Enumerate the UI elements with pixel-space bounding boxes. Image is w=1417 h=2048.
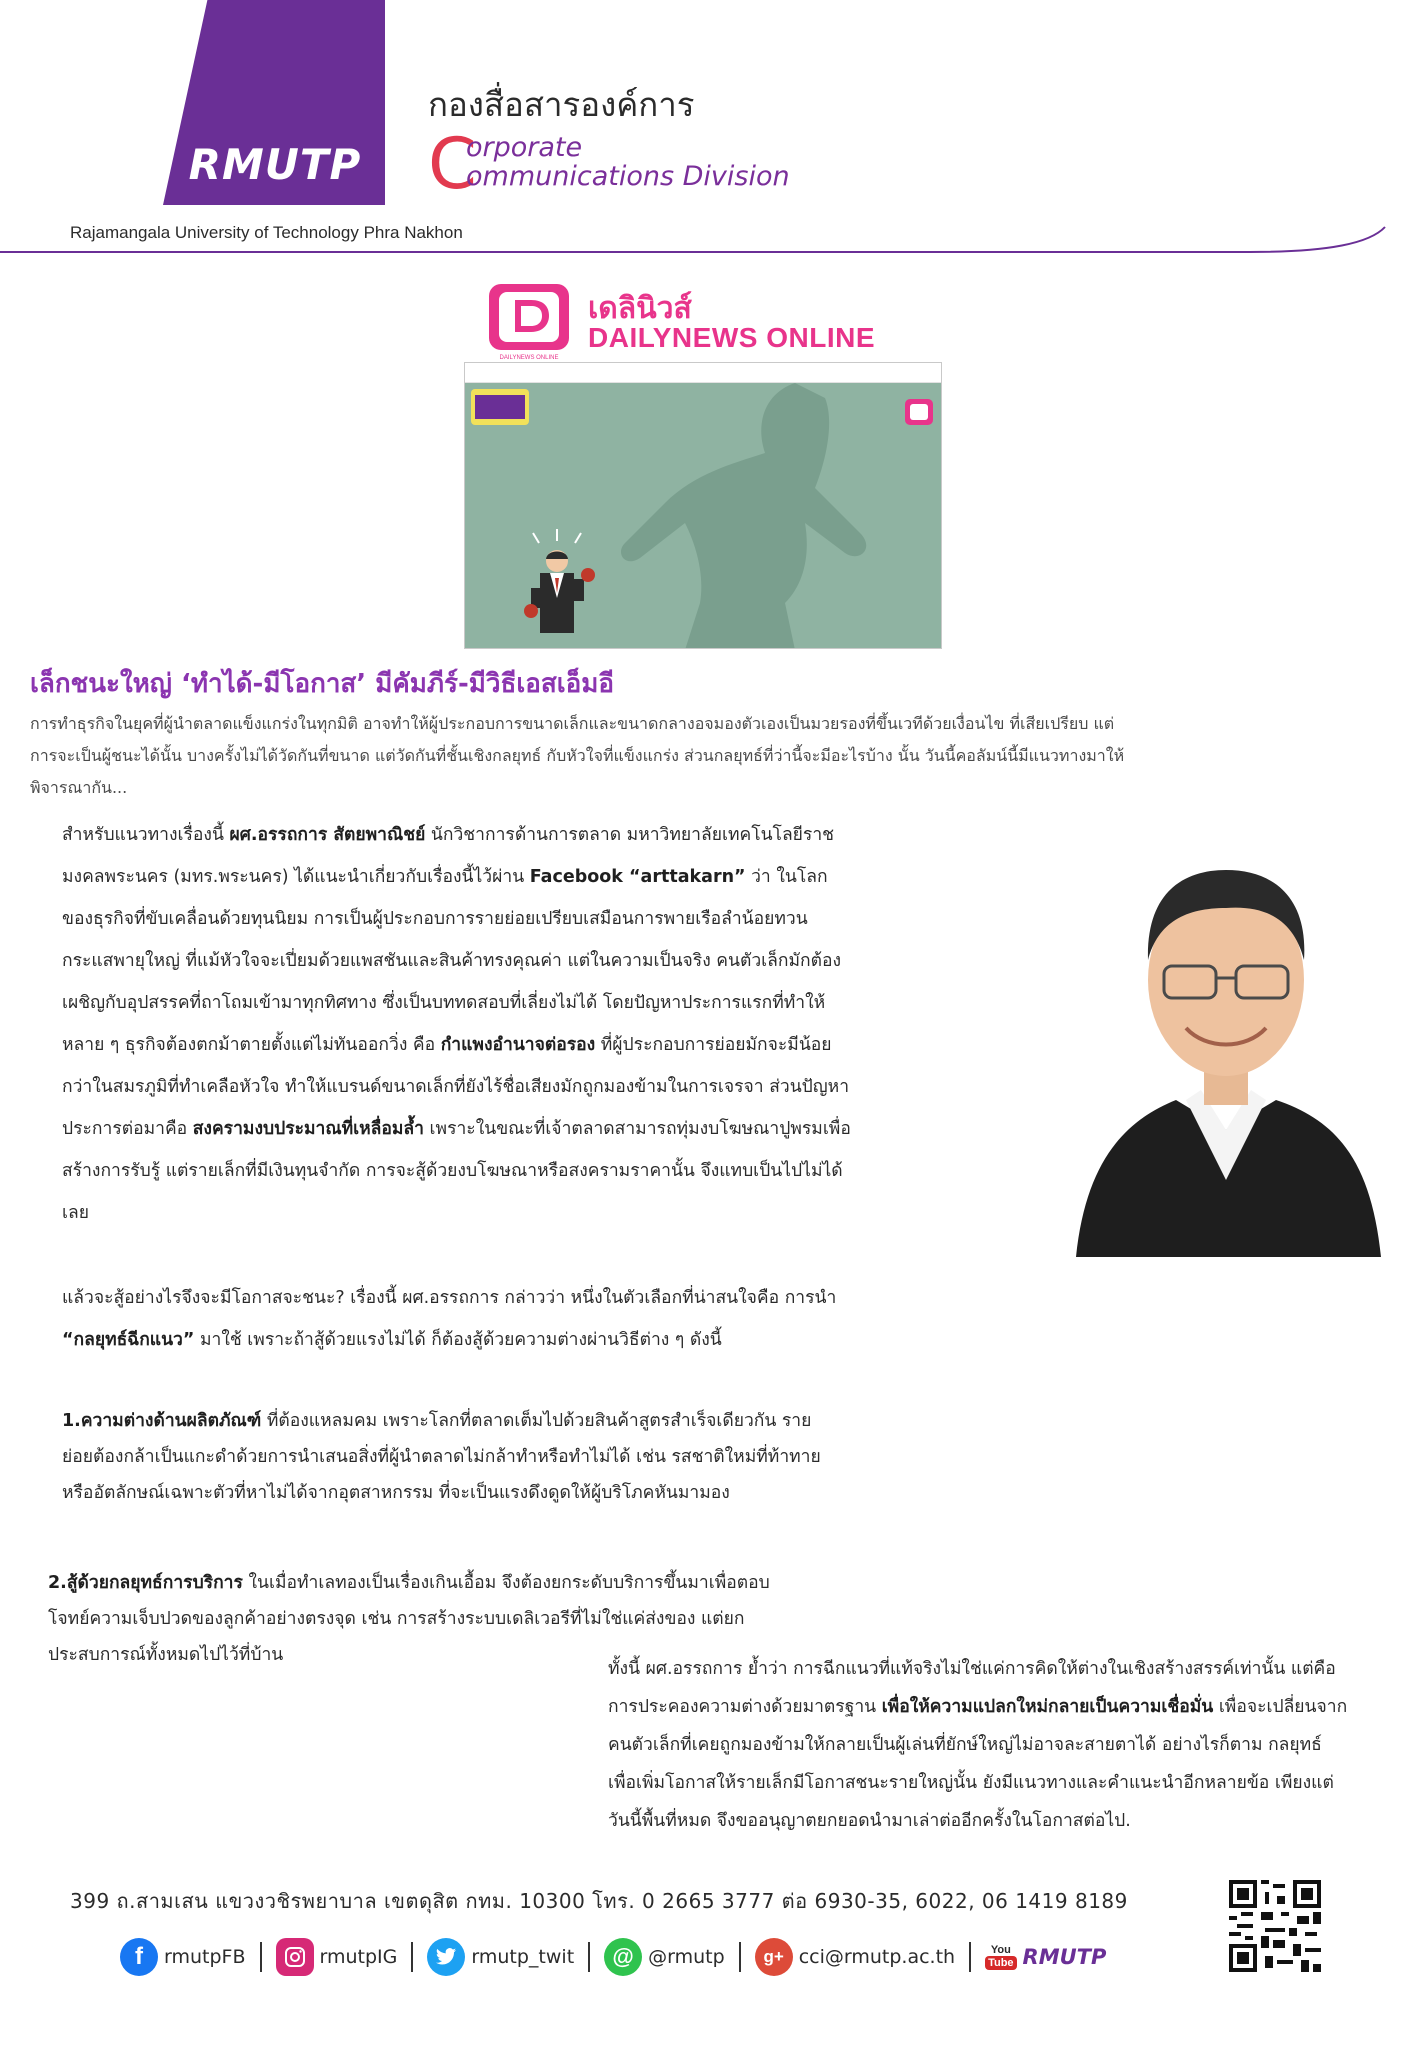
dailynews-logo-icon [487,282,571,362]
dailynews-thai-name: เดลินิวส์ [588,291,692,326]
division-thai-title: กองสื่อสารองค์การ [428,85,695,124]
p1-text-g: ที่ผู้ประกอบการย่อยมักจะมีน้อยกว่าในสมรภูมิที่ทำเคลือหัวใจ ทำให้แบรนด์ขนาดเล็กที่ยังไร้ชื่อเสียงมักถูกมองข้ามในการเจรจา ส่วนปัญหาประการต่อมาคือ [62,1035,850,1139]
social-twitter[interactable] [427,1938,574,1976]
closing-bold-phrase: เพื่อให้ความแปลกใหม่กลายเป็นความเชื่อมั่น [881,1697,1214,1717]
instagram-label: rmutpIG [319,1946,398,1968]
list-item-1-text: ที่ต้องแหลมคม เพราะโลกที่ตลาดเต็มไปด้วยสินค้าสูตรสำเร็จเดียวกัน รายย่อยต้องกล้าเป็นแกะดำด้วยการนำเสนอสิ่งที่ผู้นำตลาดไม่กล้าทำหรือทำไม่ได้ เช่น รสชาติใหม่ที่ท้าทาย หรืออัตลักษณ์เฉพาะตัวที่หาไม่ได้จากอุตสาหกรรม ที่จะเป็นแรงดึงดูดให้ผู้บริโภคหันมามอง [62,1411,821,1503]
social-divider [260,1942,262,1972]
line-icon: @ [604,1938,642,1976]
youtube-label: RMUTP [1022,1945,1107,1969]
p1-author-name: ผศ.อรรถการ สัตยพาณิชย์ [229,825,426,845]
p1-text-i: เพราะในขณะที่เจ้าตลาดสามารถทุ่มงบโฆษณาปูพรมเพื่อสร้างการรับรู้ แต่รายเล็กที่มีเงินทุนจำกัด การจะสู้ด้วยงบโฆษณาหรือสงครามราคานั้น จึงแทบเป็นไปไม่ได้เลย [62,1119,851,1223]
youtube-tube-text: Tube [985,1956,1016,1970]
closing-text-c: เพื่อจะเปลี่ยนจากคนตัวเล็กที่เคยถูกมองข้ามให้กลายเป็นผู้เล่นที่ยักษ์ใหญ่ไม่อาจละสายตาได้ อย่างไรก็ตาม กลยุทธ์เพื่อเพิ่มโอกาสให้รายเล็กมีโอกาสชนะรายใหญ่นั้น ยังมีแนวทางและคำแนะนำอีกหลายข้อ เพียงแต่วันนี้พื้นที่หมด จึงขออนุญาตยกยอดนำมาเล่าต่ออีกครั้งในโอกาสต่อไป. [608,1697,1348,1831]
svg-text:DAILYNEWS ONLINE: DAILYNEWS ONLINE [499,355,559,361]
list-item-1-title: 1.ความต่างด้านผลิตภัณฑ์ [62,1411,262,1431]
p1-text-e: ว่า ในโลกของธุรกิจที่ขับเคลื่อนด้วยทุนนิยม การเป็นผู้ประกอบการรายย่อยเปรียบเสมือนการพายเรือลำน้อยทวนกระแสพายุใหญ่ ที่แม้หัวใจจะเปี่ยมด้วยแพสชันและสินค้าทรงคุณค่า แต่ในความเป็นจริง คนตัวเล็กมักต้องเผชิญกับอุปสรรคที่ถาโถมเข้ามาทุกทิศทาง ซึ่งเป็นบททดสอบที่เลี่ยงไม่ได้ โดยปัญหาประการแรกที่ทำให้หลาย ๆ ธุรกิจต้องตกม้าตายตั้งแต่ไม่ทันออกวิ่ง คือ [62,867,842,1055]
social-divider [739,1942,741,1972]
instagram-icon [276,1938,314,1976]
university-name: Rajamangala University of Technology Phra Nakhon [70,223,463,242]
p2-strategy-name: “กลยุทธ์ฉีกแนว” [62,1330,195,1350]
list-item-2-text: ในเมื่อทำเลทองเป็นเรื่องเกินเอื้อม จึงต้องยกระดับบริการขึ้นมาเพื่อตอบโจทย์ความเจ็บปวดของลูกค้าอย่างตรงจุด เช่น การสร้างระบบเดลิเวอรีที่ไม่ใช่แค่ส่งของ แต่ยกประสบการณ์ทั้งหมดไปไว้ที่บ้าน [48,1573,770,1665]
googleplus-label: cci@rmutp.ac.th [798,1946,956,1968]
social-divider [969,1942,971,1972]
line-label: @rmutp [648,1946,725,1968]
author-portrait [1036,800,1414,1257]
twitter-label: rmutp_twit [471,1946,575,1968]
facebook-label: rmutpFB [164,1946,246,1968]
article-lead: การทำธุรกิจในยุคที่ผู้นำตลาดแข็งแกร่งในทุกมิติ อาจทำให้ผู้ประกอบการขนาดเล็กและขนาดกลางอจมองตัวเองเป็นมวยรองที่ขึ้นเวทีด้วยเงื่อนไข ที่เสียเปรียบ แต่การจะเป็นผู้ชนะได้นั้น บางครั้งไม่ได้วัดกันที่ขนาด แต่วัดกันที่ชั้นเชิงกลยุทธ์ กับหัวใจที่แข็งแกร่ง ส่วนกลยุทธ์ที่ว่านี้จะมีอะไรบ้าง นั้น วันนี้คอลัมน์นี้มีแนวทางมาให้พิจารณากัน... [30,714,1125,797]
header-swoosh-line [0,225,1417,265]
youtube-icon [985,1944,1016,1970]
closing-text-a: ทั้งนี้ ผศ.อรรถการ ย้ำว่า การฉีกแนวที่แท้จริงไม่ใช่แค่การคิดให้ต่างในเชิงสร้างสรรค์เท่านั้น แต่คือการประคองความต่างด้วยมาตรฐาน [608,1659,1336,1717]
social-line[interactable] [604,1938,725,1976]
list-item-2-title: 2.สู้ด้วยกลยุทธ์การบริการ [48,1573,243,1593]
facebook-icon: f [120,1938,158,1976]
article-headline: เล็กชนะใหญ่ ‘ทำได้-มีโอกาส’ มีคัมภีร์-มีวิธีเอสเอ็มอี [30,669,615,699]
article-screenshot [464,362,942,649]
p2-text-a: แล้วจะสู้อย่างไรจึงจะมีโอกาสจะชนะ? เรื่องนี้ ผศ.อรรถการ กล่าวว่า หนึ่งในตัวเลือกที่น่าสนใจคือ การนำ [62,1288,837,1308]
social-instagram[interactable] [276,1938,398,1976]
p1-text-c: นักวิชาการด้านการตลาด มหาวิทยาลัยเทคโนโลยีราชมงคลพระนคร (มทร.พระนคร) ได้แนะนำเกี่ยวกับเรื่องนี้ไว้ผ่าน [62,825,835,887]
footer-address: 399 ถ.สามเสน แขวงวชิรพยาบาล เขตดุสิต กทม. 10300 โทร. 0 2665 3777 ต่อ 6930-35, 6022, 06 1419 8189 [70,1889,1128,1913]
screenshot-breadcrumb-bar [465,363,941,383]
p1-bold-problem-2: สงครามงบประมาณที่เหลื่อมล้ำ [192,1119,424,1139]
qr-code[interactable] [1229,1880,1321,1972]
social-googleplus[interactable] [755,1938,955,1976]
dailynews-english-name: DAILYNEWS ONLINE [588,322,875,353]
article-closing-paragraph [608,1650,1348,1840]
social-divider [411,1942,413,1972]
youtube-you-text: You [990,1944,1011,1956]
division-line-2: ommunications Division [466,161,790,192]
social-facebook[interactable] [120,1938,246,1976]
list-item-1 [62,1403,822,1511]
googleplus-icon: g+ [755,1938,793,1976]
p1-facebook-handle: Facebook “arttakarn” [529,867,746,887]
article-paragraph-2 [62,1277,852,1361]
division-line-1: orporate [466,132,583,163]
division-c-letter: C [428,123,477,205]
social-divider [588,1942,590,1972]
article-paragraph-1 [62,814,852,1234]
social-links-bar [120,1935,1106,1979]
p1-bold-problem-1: กำแพงอำนาจต่อรอง [440,1035,596,1055]
p1-text-a: สำหรับแนวทางเรื่องนี้ [62,825,230,845]
p2-text-c: มาใช้ เพราะถ้าสู้ด้วยแรงไม่ได้ ก็ต้องสู้ด้วยความต่างผ่านวิธีต่าง ๆ ดังนี้ [194,1330,722,1350]
social-youtube[interactable] [985,1944,1106,1970]
rmutp-logo-text: RMUTP [188,140,362,189]
screenshot-illustration [465,383,942,649]
twitter-icon [427,1938,465,1976]
